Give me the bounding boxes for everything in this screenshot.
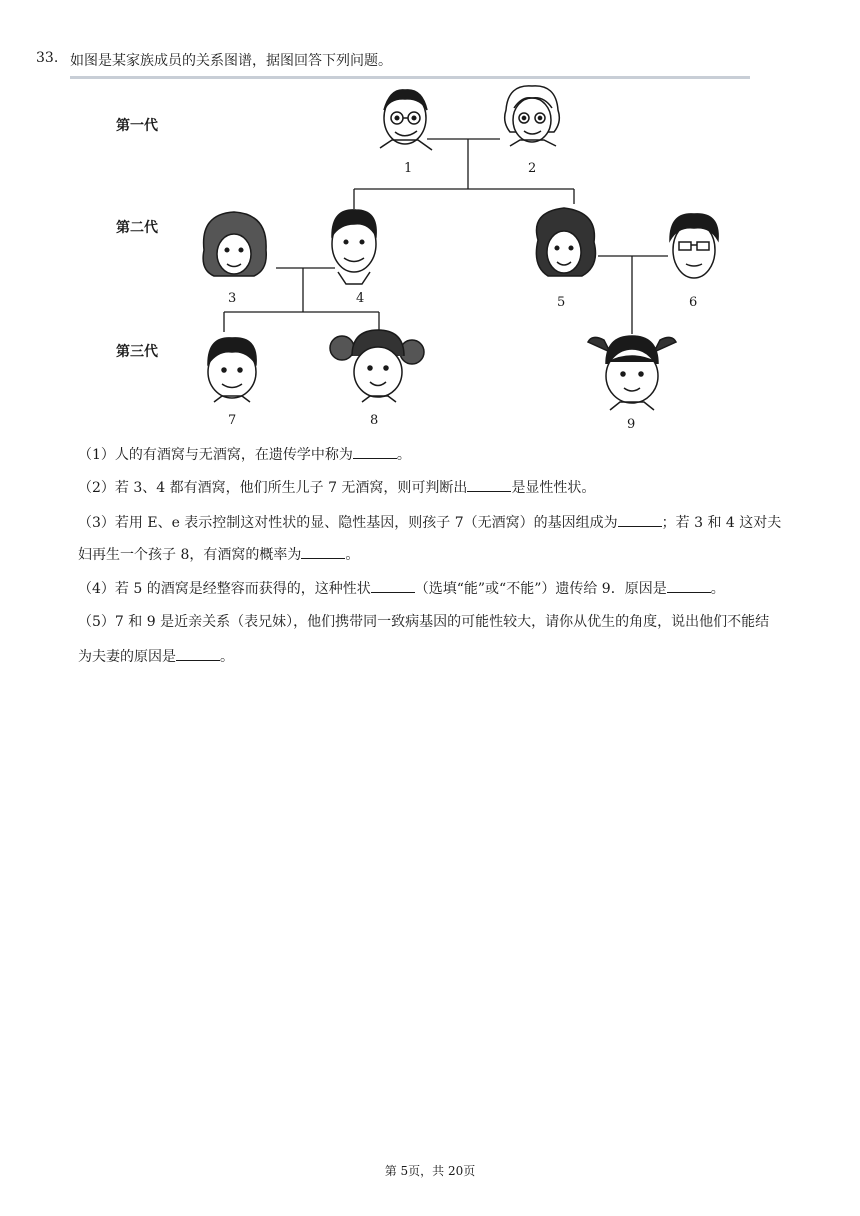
answer-blank[interactable] xyxy=(176,646,220,661)
answer-blank[interactable] xyxy=(301,544,345,559)
answer-blank[interactable] xyxy=(467,477,511,492)
question-stem: 如图是某家族成员的关系图谱，据图回答下列问题。 xyxy=(70,53,392,69)
answer-blank[interactable] xyxy=(371,578,415,593)
person-7-boy-icon xyxy=(208,338,256,402)
answer-blank[interactable] xyxy=(667,578,711,593)
person-5-aunt-icon xyxy=(536,208,595,276)
answer-blank[interactable] xyxy=(618,512,662,527)
person-number-7: 7 xyxy=(228,413,237,428)
page-footer: 第 5页，共 20页 xyxy=(384,1164,476,1178)
generation-label-3: 第三代 xyxy=(116,344,158,360)
person-number-4: 4 xyxy=(356,291,365,306)
generation-label-2: 第二代 xyxy=(116,220,158,236)
person-8-girl-icon xyxy=(330,330,424,402)
person-number-1: 1 xyxy=(404,161,413,176)
person-1-grandfather-icon xyxy=(380,90,432,150)
part-4: （4）若 5 的酒窝是经整容而获得的，这种性状 （选填“能”或“不能”）遗传给 9．原因是 。 xyxy=(78,578,725,599)
person-9-cousin-icon xyxy=(588,336,676,410)
person-4-father-icon xyxy=(332,210,376,284)
person-number-5: 5 xyxy=(557,295,566,310)
person-number-3: 3 xyxy=(228,291,237,306)
person-number-6: 6 xyxy=(689,295,698,310)
part-3-line-2: 妇再生一个孩子 8，有酒窝的概率为 。 xyxy=(78,544,359,565)
part-1: （1）人的有酒窝与无酒窝，在遗传学中称为 。 xyxy=(78,444,411,465)
person-number-8: 8 xyxy=(370,413,379,428)
part-5-line-2: 为夫妻的原因是 。 xyxy=(78,646,234,667)
part-5-line-1: （5）7 和 9 是近亲关系（表兄妹），他们携带同一致病基因的可能性较大，请你从优生的角度，说出他们不能结 xyxy=(78,614,770,630)
generation-label-1: 第一代 xyxy=(116,118,158,134)
person-6-uncle-icon xyxy=(670,214,718,278)
pedigree-lines xyxy=(224,139,668,334)
part-2: （2）若 3、4 都有酒窝，他们所生儿子 7 无酒窝，则可判断出 是显性性状。 xyxy=(78,477,595,498)
divider xyxy=(70,76,750,79)
person-3-mother-icon xyxy=(203,212,266,276)
answer-blank[interactable] xyxy=(353,444,397,459)
family-tree-figure xyxy=(70,80,760,432)
part-3-line-1: （3）若用 E、e 表示控制这对性状的显、隐性基因，则孩子 7（无酒窝）的基因组成为 ；若 3 和 4 这对夫 xyxy=(78,512,781,533)
question-number: 33. xyxy=(36,50,59,66)
person-number-9: 9 xyxy=(627,417,636,432)
person-number-2: 2 xyxy=(528,161,537,176)
person-2-grandmother-icon xyxy=(505,86,560,146)
